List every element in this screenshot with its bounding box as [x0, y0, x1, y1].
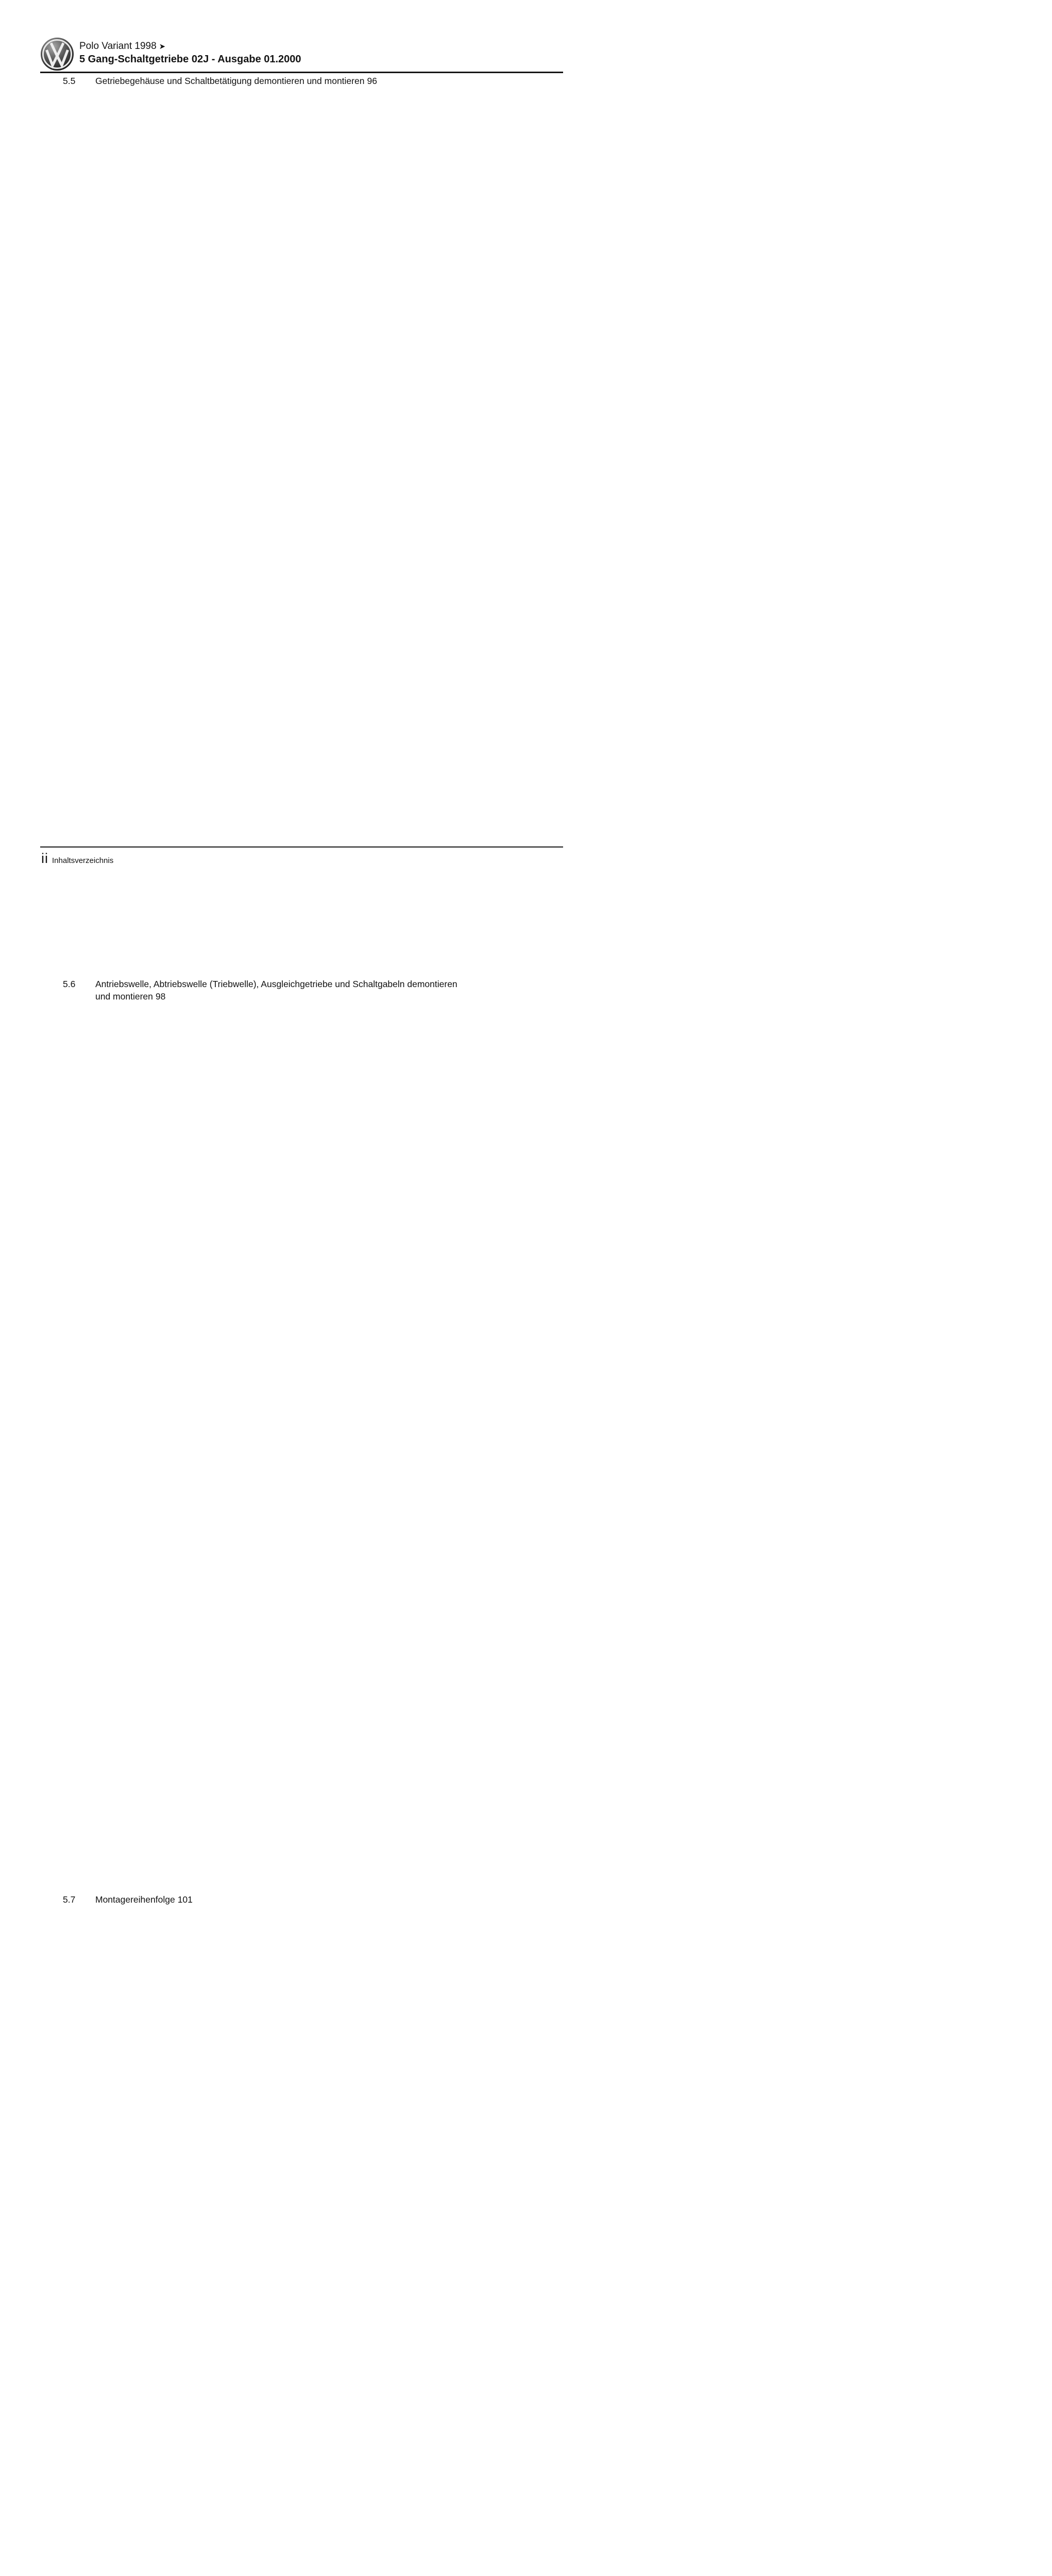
toc-entry-title: Antriebswelle, Abtriebswelle (Triebwelle), Ausgleichgetriebe und Schaltgabeln demontieren	[95, 978, 457, 991]
manual-toc-page	[0, 0, 639, 903]
page-header	[40, 37, 563, 74]
toc-entry-page: 101	[178, 1894, 817, 2576]
right-arrow-icon: ➤	[159, 42, 166, 51]
header-model-line	[79, 40, 301, 53]
header-rule	[40, 72, 563, 73]
toc-entry-title: Getriebegehäuse und Schaltbetätigung demontieren und montieren	[95, 75, 364, 88]
toc-entry-number: 5.6	[63, 978, 95, 991]
toc-entry-number: 5.5	[63, 75, 95, 88]
header-subtitle: 5 Gang-Schaltgetriebe 02J - Ausgabe 01.2000	[79, 53, 301, 66]
toc-row	[41, 978, 556, 991]
footer-page-number: ii	[41, 851, 48, 867]
vw-logo	[40, 37, 74, 74]
toc-entry-number: 5.7	[63, 1894, 95, 1906]
footer-rule	[40, 846, 563, 848]
toc-entry-page: 98	[156, 991, 794, 1894]
header-model-name: Polo Variant 1998	[79, 41, 157, 52]
page-footer	[41, 851, 113, 867]
toc-row	[41, 75, 556, 978]
toc-row	[41, 1894, 556, 2576]
toc-row	[41, 991, 556, 1894]
toc-entry-page: 96	[367, 75, 1006, 978]
toc-entry-title: und montieren	[95, 991, 153, 1003]
toc	[41, 75, 556, 2576]
toc-entry-title: Montagereihenfolge	[95, 1894, 175, 1906]
footer-label: Inhaltsverzeichnis	[52, 856, 113, 865]
header-text	[79, 37, 301, 66]
